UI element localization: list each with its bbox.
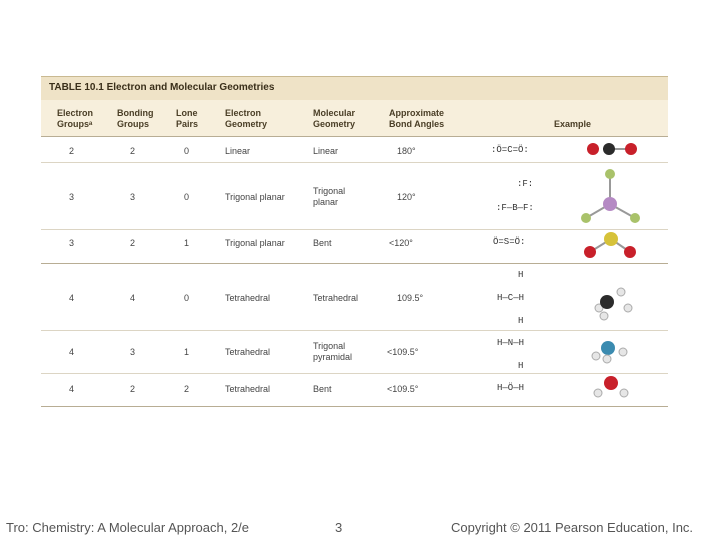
row-2-lone-pairs: 0 [184, 192, 190, 202]
row-4-lewis-bottom: H [518, 316, 524, 326]
row-4-electron-groups: 4 [69, 293, 75, 303]
row-divider [41, 373, 668, 374]
row-6-electron-groups: 4 [69, 384, 75, 394]
molecule-models [41, 76, 668, 407]
table-title: TABLE 10.1 Electron and Molecular Geometries [49, 82, 275, 93]
row-5-electron-groups: 4 [69, 347, 75, 357]
header-lone-pairs: Lone Pairs [176, 108, 199, 129]
footer-copyright: Copyright © 2011 Pearson Education, Inc. [451, 520, 694, 535]
header-bond-angles: Approximate Bond Angles [389, 108, 445, 129]
row-6-molecular-geometry: Bent [313, 384, 332, 394]
row-5-electron-geometry: Tetrahedral [225, 347, 271, 357]
row-6-lewis-structure: H—Ö—H [497, 383, 525, 393]
row-2-bonding-groups: 3 [130, 192, 136, 202]
row-6-electron-geometry: Tetrahedral [225, 384, 271, 394]
footer-page-number: 3 [335, 520, 343, 535]
row-1-electron-groups: 2 [69, 146, 75, 156]
row-6-lone-pairs: 2 [184, 384, 190, 394]
row-4-molecular-geometry: Tetrahedral [313, 293, 359, 303]
bf3-model [581, 169, 640, 223]
header-example: Example [554, 119, 592, 129]
row-1-lone-pairs: 0 [184, 146, 190, 156]
row-3-electron-groups: 3 [69, 238, 75, 248]
row-4-bond-angles: 109.5° [397, 293, 424, 303]
row-2-bond-angles: 120° [397, 192, 416, 202]
header-electron-groups: Electron Groupsᵃ [57, 108, 94, 129]
row-2-electron-groups: 3 [69, 192, 75, 202]
row-5-bond-angles: <109.5° [387, 347, 419, 357]
row-6-bonding-groups: 2 [130, 384, 136, 394]
nh3-model [592, 341, 627, 363]
co2-model [587, 143, 637, 155]
row-3-lewis-structure: Ö=S=Ö: [493, 237, 526, 247]
header-bonding-groups: Bonding Groups [117, 108, 154, 129]
header-molecular-geometry: Molecular Geometry [313, 108, 356, 129]
row-1-molecular-geometry: Linear [313, 146, 339, 156]
row-1-bond-angles: 180° [397, 146, 416, 156]
header-electron-geometry: Electron Geometry [225, 108, 268, 129]
row-3-bond-angles: <120° [389, 238, 413, 248]
row-5-bonding-groups: 3 [130, 347, 136, 357]
row-4-lewis-top: H [518, 270, 524, 280]
table-bottom-rule [41, 406, 668, 407]
row-divider [41, 229, 668, 230]
row-1-electron-geometry: Linear [225, 146, 251, 156]
row-1-lewis-structure: :Ö=C=Ö: [491, 145, 529, 155]
row-4-lone-pairs: 0 [184, 293, 190, 303]
row-4-lewis-structure: H—C—H [497, 293, 525, 303]
h2o-model [594, 376, 628, 397]
row-5-lewis-bottom: H [518, 361, 524, 371]
row-5-lone-pairs: 1 [184, 347, 190, 357]
so2-model [584, 232, 636, 258]
row-3-electron-geometry: Trigonal planar [225, 238, 285, 248]
row-5-lewis-structure: H—N—H [497, 338, 525, 348]
row-3-bonding-groups: 2 [130, 238, 136, 248]
row-divider [41, 330, 668, 331]
row-4-bonding-groups: 4 [130, 293, 136, 303]
row-3-molecular-geometry: Bent [313, 238, 332, 248]
footer-source: Tro: Chemistry: A Molecular Approach, 2/e [6, 520, 250, 535]
row-3-lone-pairs: 1 [184, 238, 190, 248]
geometry-table [41, 76, 668, 407]
row-2-lewis-top: :F: [517, 179, 534, 189]
row-2-electron-geometry: Trigonal planar [225, 192, 285, 202]
row-2-lewis-structure: :F—B—F: [496, 203, 534, 213]
row-4-electron-geometry: Tetrahedral [225, 293, 271, 303]
row-2-molecular-geometry: Trigonal planar [313, 186, 346, 207]
row-6-bond-angles: <109.5° [387, 384, 419, 394]
row-1-bonding-groups: 2 [130, 146, 136, 156]
ch4-model [595, 288, 632, 320]
row-divider [41, 162, 668, 163]
row-5-molecular-geometry: Trigonal pyramidal [313, 341, 353, 362]
group-divider [41, 263, 668, 264]
